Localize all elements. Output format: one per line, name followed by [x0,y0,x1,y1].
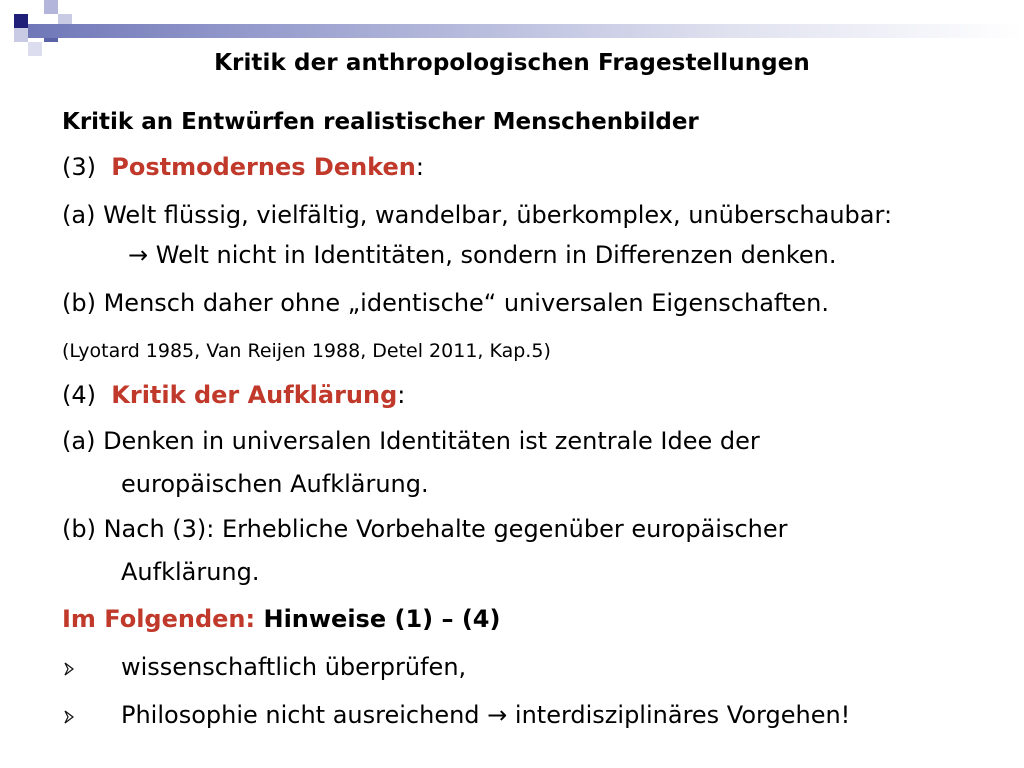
point-4a-line1: (a) Denken in universalen Identitäten ist zentrale Idee der [62,427,760,455]
point-3-number: (3) [62,153,96,181]
point-3a-line1: (a) Welt flüssig, vielfältig, wandelbar, überkomplex, unüberschaubar: [62,201,893,229]
reference: (Lyotard 1985, Van Reijen 1988, Detel 2011, Kap.5) [62,340,551,362]
point-4-label: Kritik der Aufklärung [111,381,398,409]
slide-title: Kritik der anthropologischen Fragestellungen [214,50,810,76]
deco-square-dark [14,14,28,28]
following-rest: Hinweise (1) – (4) [263,605,501,633]
following-heading [62,604,500,634]
arrow-bullet-icon [62,708,76,729]
bullet-item-2: Philosophie nicht ausreichend → interdisziplinäres Vorgehen! [121,701,851,729]
following-label: Im Folgenden: [62,605,256,633]
point-3b: (b) Mensch daher ohne „identische“ universalen Eigenschaften. [62,289,829,317]
point-3 [62,152,424,182]
bullet-item-1: wissenschaftlich überprüfen, [121,653,467,681]
point-4b-line1: (b) Nach (3): Erhebliche Vorbehalte gegenüber europäischer [62,515,788,543]
point-4b-line2: Aufklärung. [121,558,260,586]
deco-square-light [44,0,58,14]
slide-subtitle: Kritik an Entwürfen realistischer Menschenbilder [62,109,699,135]
colon: : [397,381,406,409]
point-4a-line2: europäischen Aufklärung. [121,470,429,498]
colon: : [415,153,424,181]
point-3-label: Postmodernes Denken [111,153,416,181]
header-bar [28,24,1024,38]
deco-square-light [14,28,28,42]
point-4-number: (4) [62,381,96,409]
point-4 [62,380,405,410]
point-3a-line2: → Welt nicht in Identitäten, sondern in Differenzen denken. [128,241,837,269]
arrow-bullet-icon [62,660,76,681]
